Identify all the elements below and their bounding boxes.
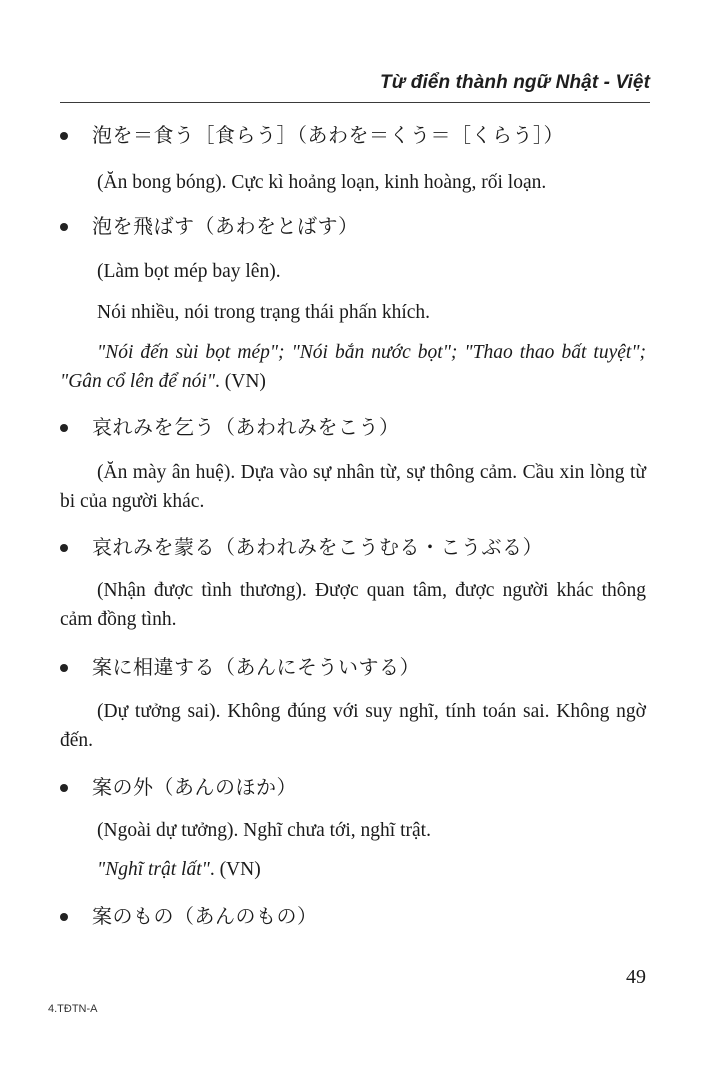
headword-text: 泡を＝食う［食らう］（あわを＝くう＝［くらう］） — [92, 123, 564, 147]
entry-definition: (Dự tưởng sai). Không đúng với suy nghĩ, tính toán sai. Không ngờ đến. — [60, 701, 646, 751]
signature-mark: 4.TĐTN-A — [48, 1003, 98, 1015]
entry-vn-equivalent — [60, 338, 646, 396]
headword-text: 泡を飛ばす（あわをとばす） — [92, 214, 359, 238]
entry-definition: Nói nhiều, nói trong trạng thái phấn khích. — [97, 302, 431, 323]
entry-definition: (Ngoài dự tưởng). Nghĩ chưa tới, nghĩ trật. — [97, 820, 431, 841]
bullet-icon — [60, 544, 68, 552]
bullet-icon — [60, 913, 68, 921]
headword-text: 哀れみを蒙る（あわれみをこうむる・こうぶる） — [92, 535, 543, 559]
bullet-icon — [60, 223, 68, 231]
vn-equivalent-italic: "Nghĩ trật lất" — [97, 859, 210, 880]
vn-equivalent-italic: "Nói đến sùi bọt mép"; "Nói bắn nước bọt"; "Thao thao bất tuyệt"; "Gân cổ lên để nói" — [60, 342, 646, 392]
entry-literal-meaning: (Làm bọt mép bay lên). — [97, 261, 281, 282]
page-number: 49 — [626, 966, 646, 988]
entry-definition: (Ăn mày ân huệ). Dựa vào sự nhân từ, sự thông cảm. Cầu xin lòng từ bi của người khác. — [60, 462, 646, 512]
running-title: Từ điển thành ngữ Nhật - Việt — [380, 72, 650, 93]
entry-definition: (Ăn bong bóng). Cực kì hoảng loạn, kinh hoàng, rối loạn. — [97, 172, 547, 193]
headword-text: 哀れみを乞う（あわれみをこう） — [92, 415, 400, 439]
entry-vn-equivalent — [60, 855, 646, 884]
bullet-icon — [60, 424, 68, 432]
vn-equivalent-tag: . (VN) — [215, 371, 266, 392]
headword-text: 案に相違する（あんにそういする） — [92, 655, 420, 679]
bullet-icon — [60, 664, 68, 672]
vn-equivalent-tag: . (VN) — [209, 859, 261, 880]
bullet-icon — [60, 132, 68, 140]
headword-text: 案の外（あんのほか） — [92, 775, 297, 799]
bullet-icon — [60, 784, 68, 792]
entry-definition: (Nhận được tình thương). Được quan tâm, được người khác thông cảm đồng tình. — [60, 580, 646, 630]
headword-text: 案のもの（あんのもの） — [92, 904, 318, 928]
header-rule — [60, 102, 650, 103]
